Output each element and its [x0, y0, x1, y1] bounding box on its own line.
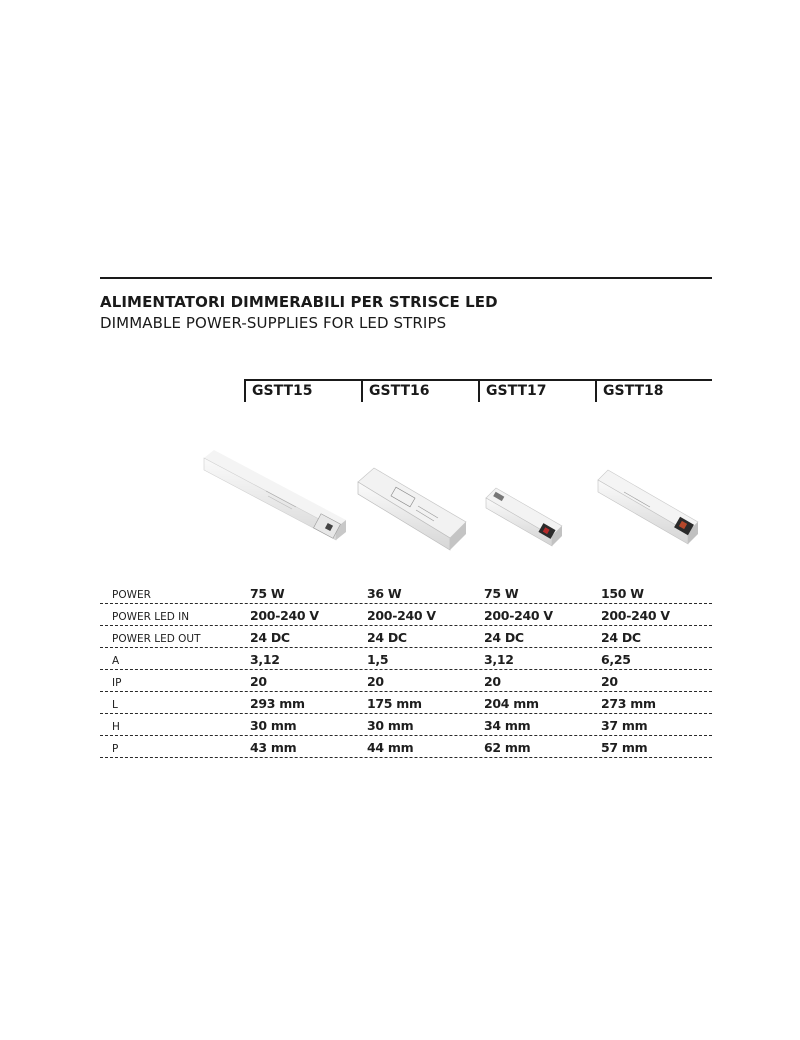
product-image-gstt16 — [352, 460, 472, 560]
spec-value: 30 mm — [367, 718, 414, 733]
spec-value: 20 — [367, 674, 384, 689]
spec-row-power-led-in — [100, 604, 712, 626]
spec-value: 293 mm — [250, 696, 305, 711]
spec-row-a — [100, 648, 712, 670]
spec-value: 43 mm — [250, 740, 297, 755]
spec-value: 44 mm — [367, 740, 414, 755]
spec-label: L — [112, 699, 118, 711]
product-image-gstt18 — [594, 456, 704, 551]
spec-value: 75 W — [484, 586, 519, 601]
spec-value: 24 DC — [601, 630, 641, 645]
spec-label: H — [112, 721, 120, 733]
spec-row-l — [100, 692, 712, 714]
column-header-gstt17: GSTT17 — [478, 380, 595, 402]
column-header-gstt15: GSTT15 — [244, 380, 361, 402]
spec-label: P — [112, 743, 119, 755]
top-rule — [100, 277, 712, 279]
spec-value: 57 mm — [601, 740, 648, 755]
page-title: ALIMENTATORI DIMMERABILI PER STRISCE LED — [100, 293, 498, 311]
spec-value: 34 mm — [484, 718, 531, 733]
spec-value: 20 — [484, 674, 501, 689]
spec-row-ip — [100, 670, 712, 692]
spec-value: 36 W — [367, 586, 402, 601]
spec-value: 75 W — [250, 586, 285, 601]
spec-label: A — [112, 655, 120, 667]
spec-row-power — [100, 582, 712, 604]
spec-row-power-led-out — [100, 626, 712, 648]
spec-value: 24 DC — [484, 630, 524, 645]
spec-value: 175 mm — [367, 696, 422, 711]
column-header-gstt16: GSTT16 — [361, 380, 478, 402]
spec-value: 3,12 — [484, 652, 514, 667]
spec-value: 20 — [601, 674, 618, 689]
spec-value: 200-240 V — [484, 608, 553, 623]
spec-value: 200-240 V — [601, 608, 670, 623]
spec-value: 30 mm — [250, 718, 297, 733]
column-header-gstt18: GSTT18 — [595, 380, 712, 402]
spec-value: 150 W — [601, 586, 644, 601]
product-image-gstt17 — [480, 480, 570, 550]
spec-value: 24 DC — [367, 630, 407, 645]
spec-value: 200-240 V — [250, 608, 319, 623]
spec-value: 20 — [250, 674, 267, 689]
spec-value: 62 mm — [484, 740, 531, 755]
spec-value: 3,12 — [250, 652, 280, 667]
spec-value: 6,25 — [601, 652, 631, 667]
spec-label: POWER LED IN — [112, 611, 190, 623]
product-image-gstt15 — [196, 436, 356, 566]
spec-value: 1,5 — [367, 652, 389, 667]
spec-label: POWER LED OUT — [112, 633, 201, 645]
spec-value: 37 mm — [601, 718, 648, 733]
spec-value: 24 DC — [250, 630, 290, 645]
spec-value: 204 mm — [484, 696, 539, 711]
spec-value: 273 mm — [601, 696, 656, 711]
spec-label: POWER — [112, 589, 151, 601]
page-subtitle: DIMMABLE POWER-SUPPLIES FOR LED STRIPS — [100, 314, 447, 332]
spec-row-p — [100, 736, 712, 758]
spec-label: IP — [112, 677, 122, 689]
spec-row-h — [100, 714, 712, 736]
spec-value: 200-240 V — [367, 608, 436, 623]
